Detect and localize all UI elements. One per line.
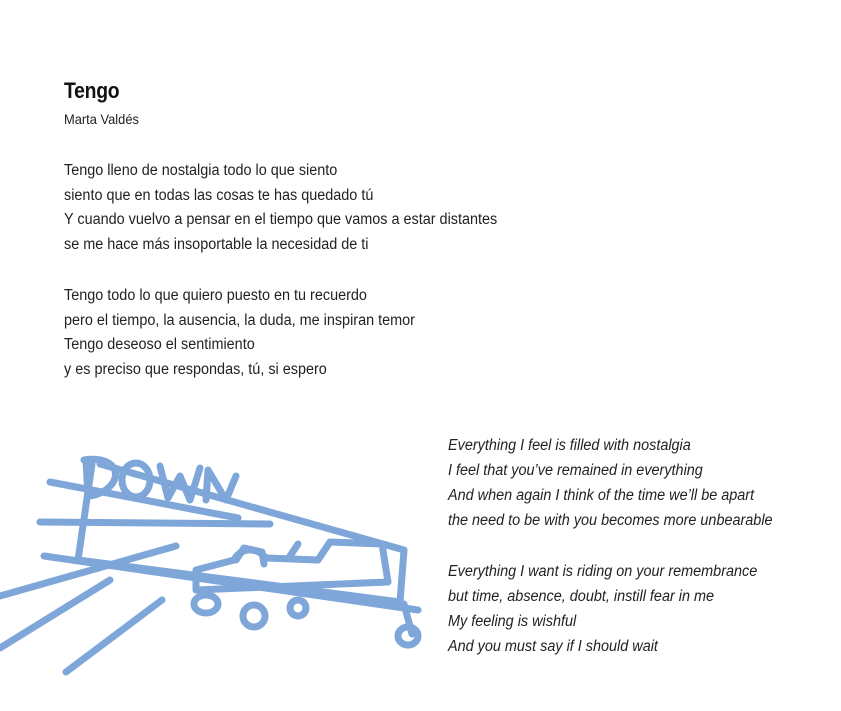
translation-line: but time, absence, doubt, instill fear in me xyxy=(448,588,715,605)
english-stanza-2 xyxy=(448,559,781,659)
spanish-stanza-1 xyxy=(64,159,530,257)
doodle-diagonal-3 xyxy=(66,600,162,672)
poem-line: Y cuando vuelvo a pensar en el tiempo que vamos a estar distantes xyxy=(64,211,498,228)
doodle-tick-mark xyxy=(290,544,298,556)
doodle-wheel-middle xyxy=(243,605,265,627)
doodle-wheel-left xyxy=(194,595,218,613)
poem-line: se me hace más insoportable la necesidad de ti xyxy=(64,235,369,253)
poem-line: Tengo lleno de nostalgia todo lo que siento xyxy=(64,162,338,179)
poem-line: siento que en todas las cosas te has quedado tú xyxy=(64,186,374,204)
poem-line: y es preciso que respondas, tú, si espero xyxy=(64,360,327,378)
poem-line: Tengo deseoso el sentimiento xyxy=(64,336,255,353)
translation-line: the need to be with you becomes more unbearable xyxy=(448,512,773,529)
doodle-car-window xyxy=(236,548,264,564)
doodle-road-line xyxy=(40,522,270,524)
translation-line: And you must say if I should wait xyxy=(448,638,658,655)
translation-line: And when again I think of the time we’ll be apart xyxy=(448,487,755,504)
translation-line: I feel that you’ve remained in everything xyxy=(448,462,703,479)
poem-line: Tengo todo lo que quiero puesto en tu recuerdo xyxy=(64,287,367,304)
spanish-stanza-2 xyxy=(64,284,441,382)
english-stanza-1 xyxy=(448,433,797,533)
doodle-wheel-right xyxy=(290,600,306,616)
poem-line: pero el tiempo, la ausencia, la duda, me inspiran temor xyxy=(64,311,415,329)
poem-title: Tengo xyxy=(64,78,120,103)
translation-line: Everything I feel is filled with nostalgia xyxy=(448,437,691,454)
translation-line: Everything I want is riding on your remembrance xyxy=(448,563,758,580)
translation-line: My feeling is wishful xyxy=(448,613,577,630)
hand-drawn-car-doodle xyxy=(0,440,440,680)
poem-author: Marta Valdés xyxy=(64,111,139,127)
